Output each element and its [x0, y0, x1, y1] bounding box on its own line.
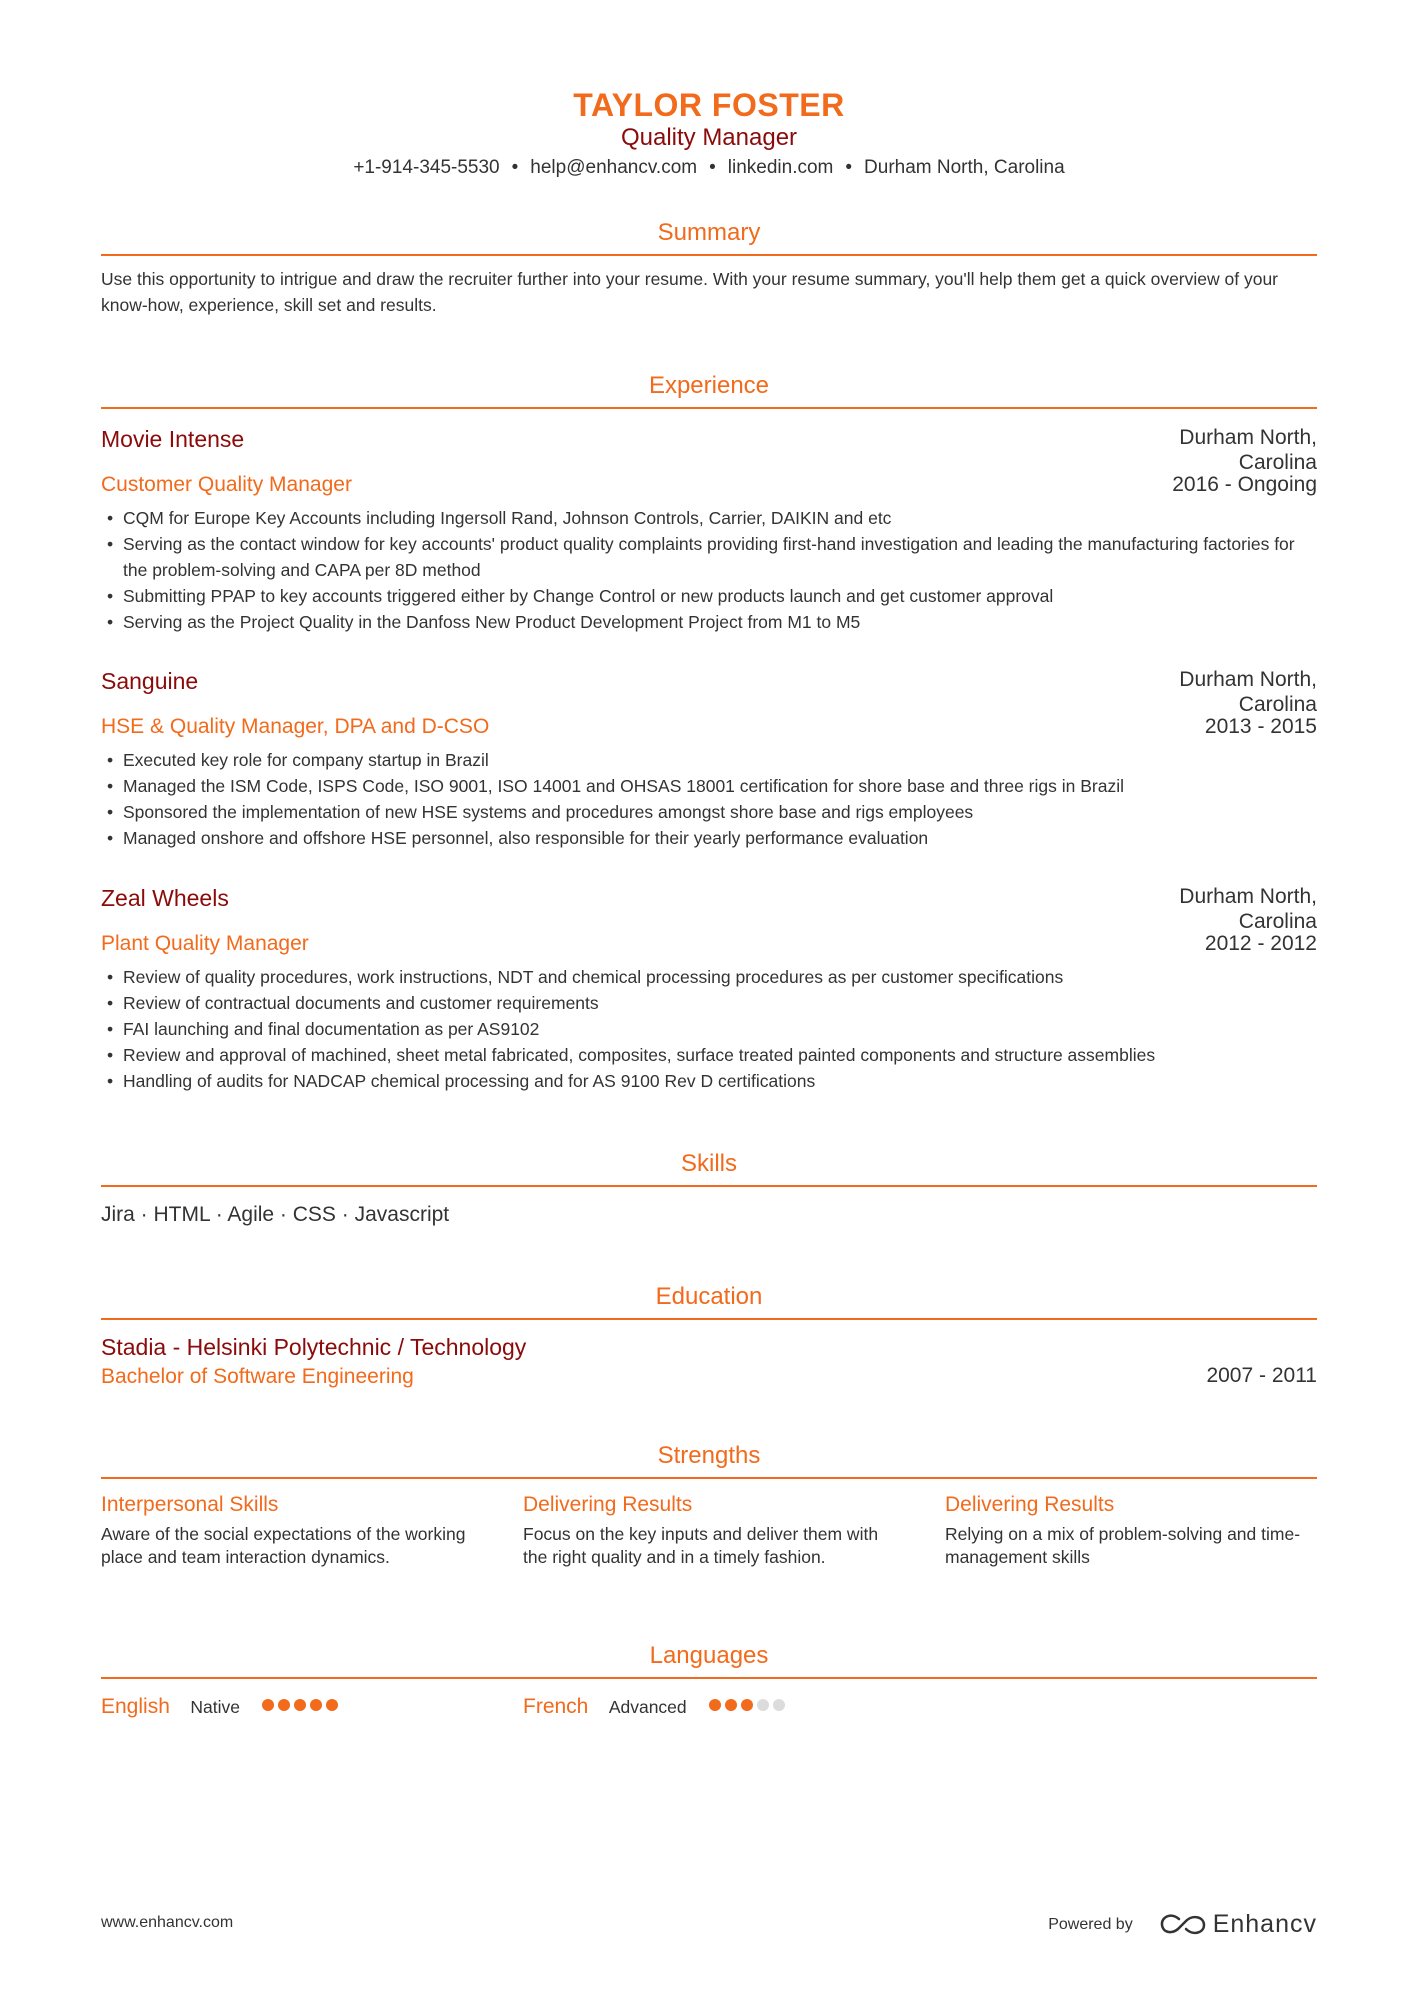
section-title: Languages — [101, 1641, 1317, 1679]
strength-item — [945, 1491, 1325, 1569]
job-location-line2: Carolina — [1238, 693, 1317, 716]
job-entry — [101, 884, 1317, 1094]
bullet-item: • Serving as the Project Quality in the Danfoss New Product Development Project from M1 to M5 — [101, 609, 1317, 635]
job-location-line1: Durham North, — [1179, 885, 1317, 908]
resume-page — [101, 0, 1317, 1718]
bullet-item: • FAI launching and final documentation as per AS9102 — [101, 1016, 1317, 1042]
bullet-item: • Review and approval of machined, sheet metal fabricated, composites, surface treated painted components and structure assemblies — [101, 1042, 1317, 1068]
strength-desc: Focus on the key inputs and deliver them with the right quality and in a timely fashion. — [523, 1524, 879, 1567]
strength-title: Interpersonal Skills — [101, 1493, 279, 1516]
summary-text: Use this opportunity to intrigue and draw the recruiter further into your resume. With your resume summary, you'll help them get a quick overview of your know-how, experience, skill set and results. — [101, 269, 1279, 315]
job-location-line1: Durham North, — [1179, 426, 1317, 449]
section-title: Strengths — [101, 1441, 1317, 1479]
rating-dot-filled — [725, 1699, 737, 1711]
bullet-item: • Managed onshore and offshore HSE personnel, also responsible for their yearly performance evaluation — [101, 825, 1317, 851]
strength-item — [523, 1491, 903, 1569]
rating-dot-filled — [294, 1699, 306, 1711]
bullet-item: • Handling of audits for NADCAP chemical processing and for AS 9100 Rev D certifications — [101, 1068, 1317, 1094]
section-title: Skills — [101, 1149, 1317, 1187]
job-location-line2: Carolina — [1238, 910, 1317, 933]
enhancv-logo-icon — [1159, 1913, 1207, 1937]
location: Durham North, Carolina — [864, 157, 1065, 178]
bullet-item: • Review of quality procedures, work instructions, NDT and chemical processing procedures as per customer specifications — [101, 964, 1317, 990]
job-bullets — [101, 505, 1317, 635]
language-rating — [262, 1698, 342, 1716]
separator: • — [511, 157, 519, 178]
skills-list: Jira · HTML · Agile · CSS · Javascript — [101, 1203, 450, 1226]
skills-section — [101, 1149, 1317, 1229]
bullet-item: • CQM for Europe Key Accounts including Ingersoll Rand, Johnson Controls, Carrier, DAIKIN and etc — [101, 505, 1317, 531]
education-dates: 2007 - 2011 — [1206, 1364, 1317, 1387]
experience-section — [101, 371, 1317, 409]
bullet-item: • Managed the ISM Code, ISPS Code, ISO 9001, ISO 14001 and OHSAS 18001 certification for shore base and three rigs in Brazil — [101, 773, 1317, 799]
rating-dot-filled — [262, 1699, 274, 1711]
powered-by-label: Powered by — [1048, 1915, 1133, 1933]
rating-dot-filled — [310, 1699, 322, 1711]
job-location-line1: Durham North, — [1179, 668, 1317, 691]
languages-section — [101, 1641, 1317, 1723]
job-location — [1137, 884, 1317, 934]
degree: Bachelor of Software Engineering — [101, 1365, 414, 1388]
rating-dot-filled — [326, 1699, 338, 1711]
job-bullets — [101, 747, 1317, 851]
bullet-item: • Serving as the contact window for key accounts' product quality complaints providing first-hand investigation and leading the manufacturing factories for the problem-solving and CAPA per 8D method — [101, 531, 1317, 583]
language-item — [101, 1693, 342, 1721]
section-title: Education — [101, 1282, 1317, 1320]
strengths-section — [101, 1441, 1317, 1601]
section-title: Summary — [101, 218, 1317, 256]
job-title: HSE & Quality Manager, DPA and D-CSO — [101, 715, 490, 738]
language-rating — [709, 1698, 789, 1716]
job-dates: 2016 - Ongoing — [1172, 473, 1317, 496]
candidate-name: TAYLOR FOSTER — [573, 87, 845, 123]
language-name: English — [101, 1695, 170, 1718]
school-name: Stadia - Helsinki Polytechnic / Technology — [101, 1334, 527, 1360]
email[interactable]: help@enhancv.com — [530, 157, 698, 178]
bullet-item: • Sponsored the implementation of new HSE systems and procedures amongst shore base and rigs employees — [101, 799, 1317, 825]
language-level: Native — [190, 1696, 240, 1717]
powered-by[interactable] — [1048, 1910, 1317, 1939]
rating-dot-filled — [709, 1699, 721, 1711]
job-location — [1137, 667, 1317, 717]
resume-header — [101, 0, 1317, 181]
education-section — [101, 1282, 1317, 1392]
job-location-line2: Carolina — [1238, 451, 1317, 474]
bullet-item: • Submitting PPAP to key accounts triggered either by Change Control or new products launch and get customer approval — [101, 583, 1317, 609]
job-title: Plant Quality Manager — [101, 932, 309, 955]
job-entry — [101, 425, 1317, 635]
company-name: Zeal Wheels — [101, 885, 229, 911]
language-level: Advanced — [608, 1696, 687, 1717]
strength-title: Delivering Results — [523, 1493, 693, 1516]
summary-section — [101, 218, 1317, 318]
job-title: Customer Quality Manager — [101, 473, 352, 496]
separator: • — [845, 157, 853, 178]
job-entry — [101, 667, 1317, 851]
language-item — [523, 1693, 789, 1721]
rating-dot-filled — [278, 1699, 290, 1711]
contact-line — [101, 155, 1317, 181]
company-name: Sanguine — [101, 668, 199, 694]
job-bullets — [101, 964, 1317, 1094]
strength-title: Delivering Results — [945, 1493, 1115, 1516]
job-dates: 2013 - 2015 — [1204, 715, 1317, 738]
bullet-item: • Executed key role for company startup in Brazil — [101, 747, 1317, 773]
strength-desc: Aware of the social expectations of the working place and team interaction dynamics. — [101, 1524, 466, 1567]
job-dates: 2012 - 2012 — [1204, 932, 1317, 955]
candidate-role: Quality Manager — [620, 124, 798, 151]
footer — [101, 1910, 1317, 1940]
strength-desc: Relying on a mix of problem-solving and time-management skills — [945, 1524, 1301, 1567]
brand-name: Enhancv — [1212, 1910, 1317, 1938]
phone[interactable]: +1-914-345-5530 — [353, 157, 500, 178]
language-name: French — [523, 1695, 589, 1718]
rating-dot-empty — [757, 1699, 769, 1711]
strength-item — [101, 1491, 481, 1569]
section-title: Experience — [101, 371, 1317, 409]
linkedin[interactable]: linkedin.com — [727, 157, 834, 178]
company-name: Movie Intense — [101, 426, 245, 452]
rating-dot-filled — [741, 1699, 753, 1711]
separator: • — [709, 157, 716, 178]
job-location — [1137, 425, 1317, 475]
rating-dot-empty — [773, 1699, 785, 1711]
footer-site-link[interactable]: www.enhancv.com — [101, 1914, 234, 1931]
bullet-item: • Review of contractual documents and customer requirements — [101, 990, 1317, 1016]
